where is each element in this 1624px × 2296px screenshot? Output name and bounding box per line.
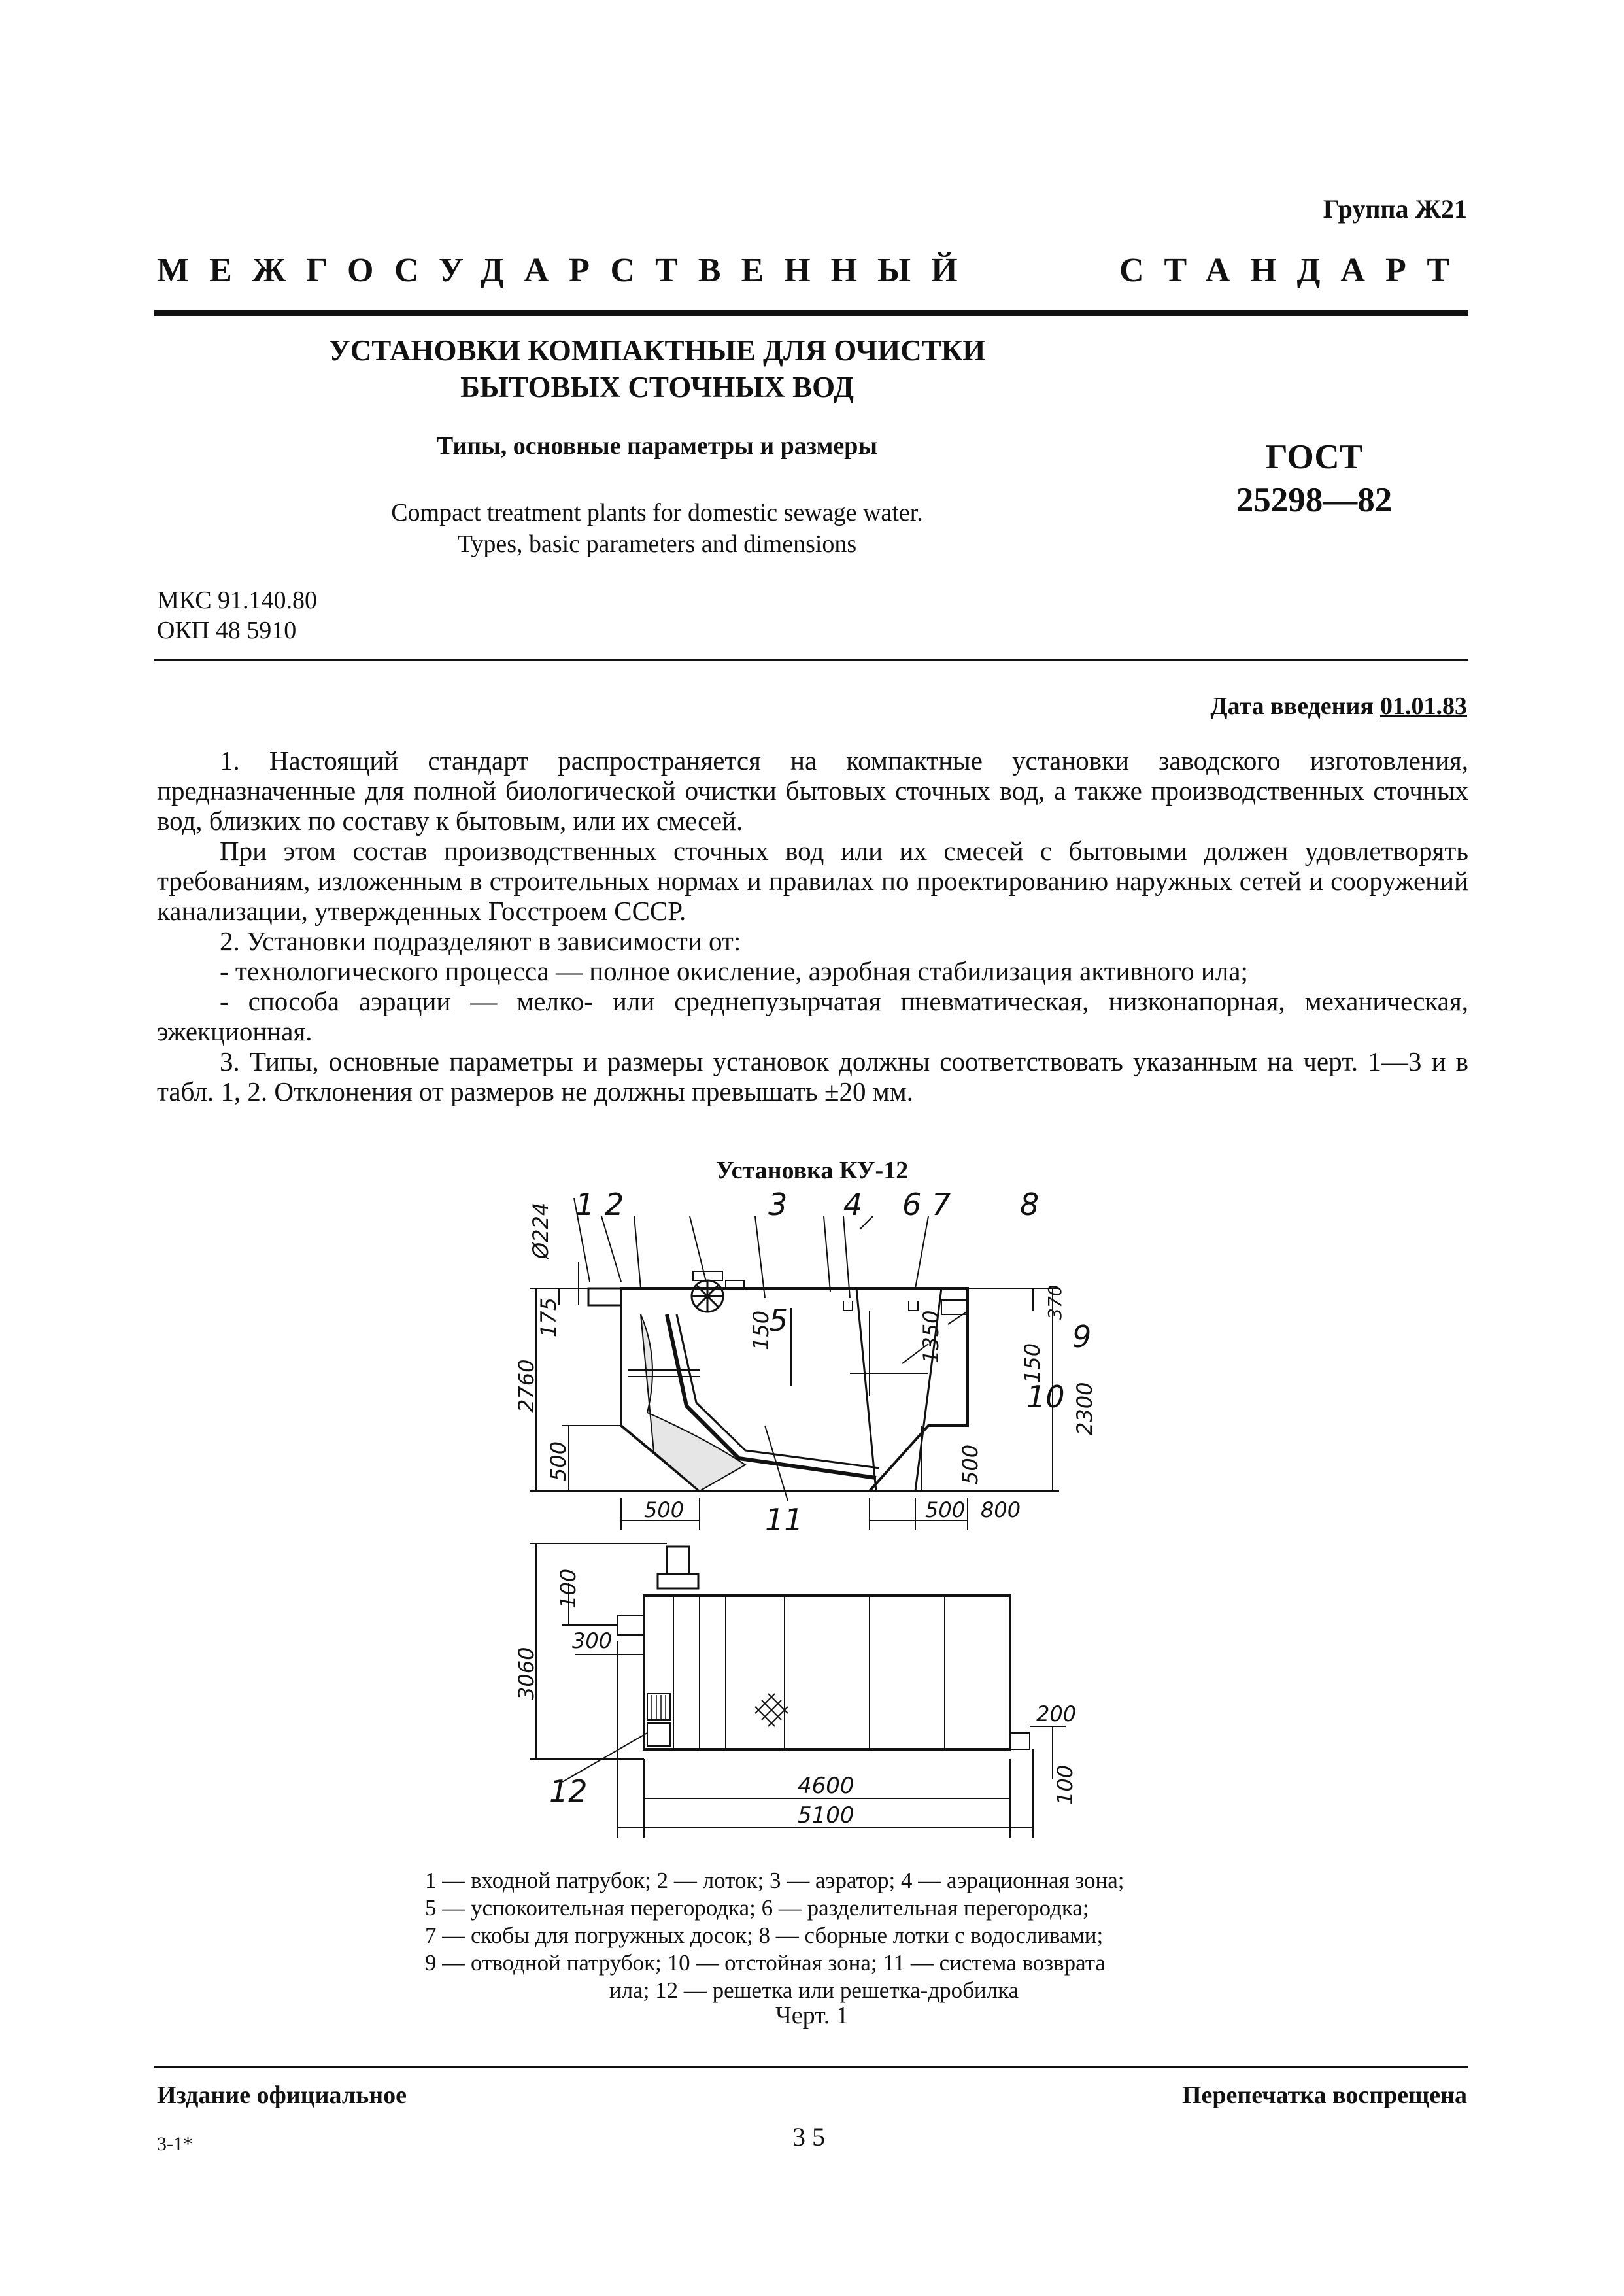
dim-4600: 4600 <box>798 1773 854 1799</box>
paragraph-6: 3. Типы, основные параметры и размеры установок должны соответствовать указанным на черт. 1—3 и в табл. 1, 2. Отклонения от размеров не должны превышать ±20 мм. <box>157 1046 1468 1106</box>
print-code: 3-1* <box>157 2133 193 2155</box>
dim-150-outlet: 150 <box>1020 1343 1045 1383</box>
page-number: 35 <box>792 2122 832 2151</box>
gost-number: 25298—82 <box>1236 481 1393 519</box>
classification-codes <box>157 585 317 645</box>
dim-800: 800 <box>981 1498 1021 1522</box>
callout-8: 8 <box>1020 1190 1040 1222</box>
document-title <box>248 332 1066 405</box>
callout-10: 10 <box>1026 1379 1065 1414</box>
legend-line-1: 1 — входной патрубок; 2 — лоток; 3 — аэратор; 4 — аэрационная зона; <box>425 1868 1125 1893</box>
dim-500-bottom: 500 <box>644 1498 685 1522</box>
legend-line-5: ила; 12 — решетка или решетка-дробилка <box>609 1978 1019 2003</box>
dim-5100: 5100 <box>798 1802 854 1828</box>
dim-500-base: 500 <box>925 1498 966 1522</box>
paragraph-3: 2. Установки подразделяют в зависимости от: <box>220 926 741 956</box>
title-line-1: УСТАНОВКИ КОМПАКТНЫЕ ДЛЯ ОЧИСТКИ <box>328 334 986 367</box>
callout-11: 11 <box>765 1502 804 1537</box>
dim-500-left: 500 <box>546 1441 571 1481</box>
figure-caption: Черт. 1 <box>775 2002 849 2029</box>
english-title <box>248 497 1066 560</box>
legend-line-2: 5 — успокоительная перегородка; 6 — разделительная перегородка; <box>425 1895 1089 1921</box>
legend-line-3: 7 — скобы для погружных досок; 8 — сборные лотки с водосливами; <box>425 1923 1104 1948</box>
technical-drawing <box>510 1190 1125 1857</box>
header-interstate: МЕЖГОСУДАРСТВЕННЫЙ <box>157 252 978 289</box>
reprint-note: Перепечатка воспрещена <box>1181 2082 1467 2109</box>
callout-7: 7 <box>932 1190 951 1222</box>
callout-1: 1 <box>575 1190 595 1222</box>
document-subtitle: Типы, основные параметры и размеры <box>436 432 878 460</box>
edition-note: Издание официальное <box>157 2082 407 2109</box>
legend-line-4: 9 — отводной патрубок; 10 — отстойная зона; 11 — система возврата <box>425 1950 1106 1976</box>
footer-rule <box>154 2066 1468 2068</box>
paragraph-5: - способа аэрации — мелко- или среднепузырчатая пневматическая, низконапорная, механическая, эжекционная. <box>157 986 1468 1046</box>
figure-title: Установка КУ-12 <box>715 1157 909 1184</box>
callout-3: 3 <box>768 1190 788 1222</box>
dim-500-right: 500 <box>958 1444 983 1484</box>
english-title-line-1: Compact treatment plants for domestic sewage water. <box>391 499 923 526</box>
effective-date-label: Дата введения <box>1210 693 1374 720</box>
callout-4: 4 <box>843 1190 863 1222</box>
header-standard: СТАНДАРТ <box>1119 252 1470 289</box>
callout-12: 12 <box>549 1773 588 1809</box>
figure-legend <box>425 1867 1203 2004</box>
dim-1350: 1350 <box>919 1310 943 1363</box>
dim-2760: 2760 <box>514 1359 539 1413</box>
callout-9: 9 <box>1072 1319 1092 1354</box>
dim-100-bottom: 100 <box>1053 1764 1077 1805</box>
group-label: Группа Ж21 <box>1323 194 1467 224</box>
dim-2300: 2300 <box>1072 1382 1097 1435</box>
dim-300: 300 <box>572 1628 613 1653</box>
paragraph-1: 1. Настоящий стандарт распространяется на компактные установки заводского изготовления, предназначенные для полной биологической очистки бытовых сточных вод, а также производственных сточных вод, близких по составу к бытовым, или их смесей. <box>157 745 1468 836</box>
paragraph-2: При этом состав производственных сточных вод или их смесей с бытовыми должен удовлетворять требованиям, изложенным в строительных нормах и правилах по проектированию наружных сетей и сооружений канализации, утвержденных Госстроем СССР. <box>157 836 1468 926</box>
body-text <box>157 745 1468 1106</box>
header-rule <box>154 310 1468 316</box>
paragraph-4: - технологического процесса — полное окисление, аэробная стабилизация активного ила; <box>220 956 1248 986</box>
dim-175: 175 <box>536 1297 561 1337</box>
gost-designation <box>1164 436 1464 522</box>
callout-6: 6 <box>902 1190 922 1222</box>
english-title-line-2: Types, basic parameters and dimensions <box>457 530 857 558</box>
effective-date <box>1210 692 1467 721</box>
codes-rule <box>154 659 1468 661</box>
okp-code: ОКП 48 5910 <box>157 617 297 644</box>
dim-370: 370 <box>1044 1284 1066 1320</box>
mks-code: МКС 91.140.80 <box>157 587 318 614</box>
gost-label: ГОСТ <box>1266 438 1362 476</box>
dim-224: Ø224 <box>528 1202 553 1259</box>
effective-date-value: 01.01.83 <box>1380 693 1467 720</box>
title-line-2: БЫТОВЫХ СТОЧНЫХ ВОД <box>460 371 854 403</box>
dim-150-aerator: 150 <box>749 1310 773 1350</box>
dim-3060: 3060 <box>514 1647 539 1700</box>
callout-2: 2 <box>605 1190 624 1222</box>
callout-5: 5 <box>769 1303 788 1338</box>
dim-100-top: 100 <box>556 1568 581 1609</box>
dim-200: 200 <box>1036 1702 1077 1726</box>
